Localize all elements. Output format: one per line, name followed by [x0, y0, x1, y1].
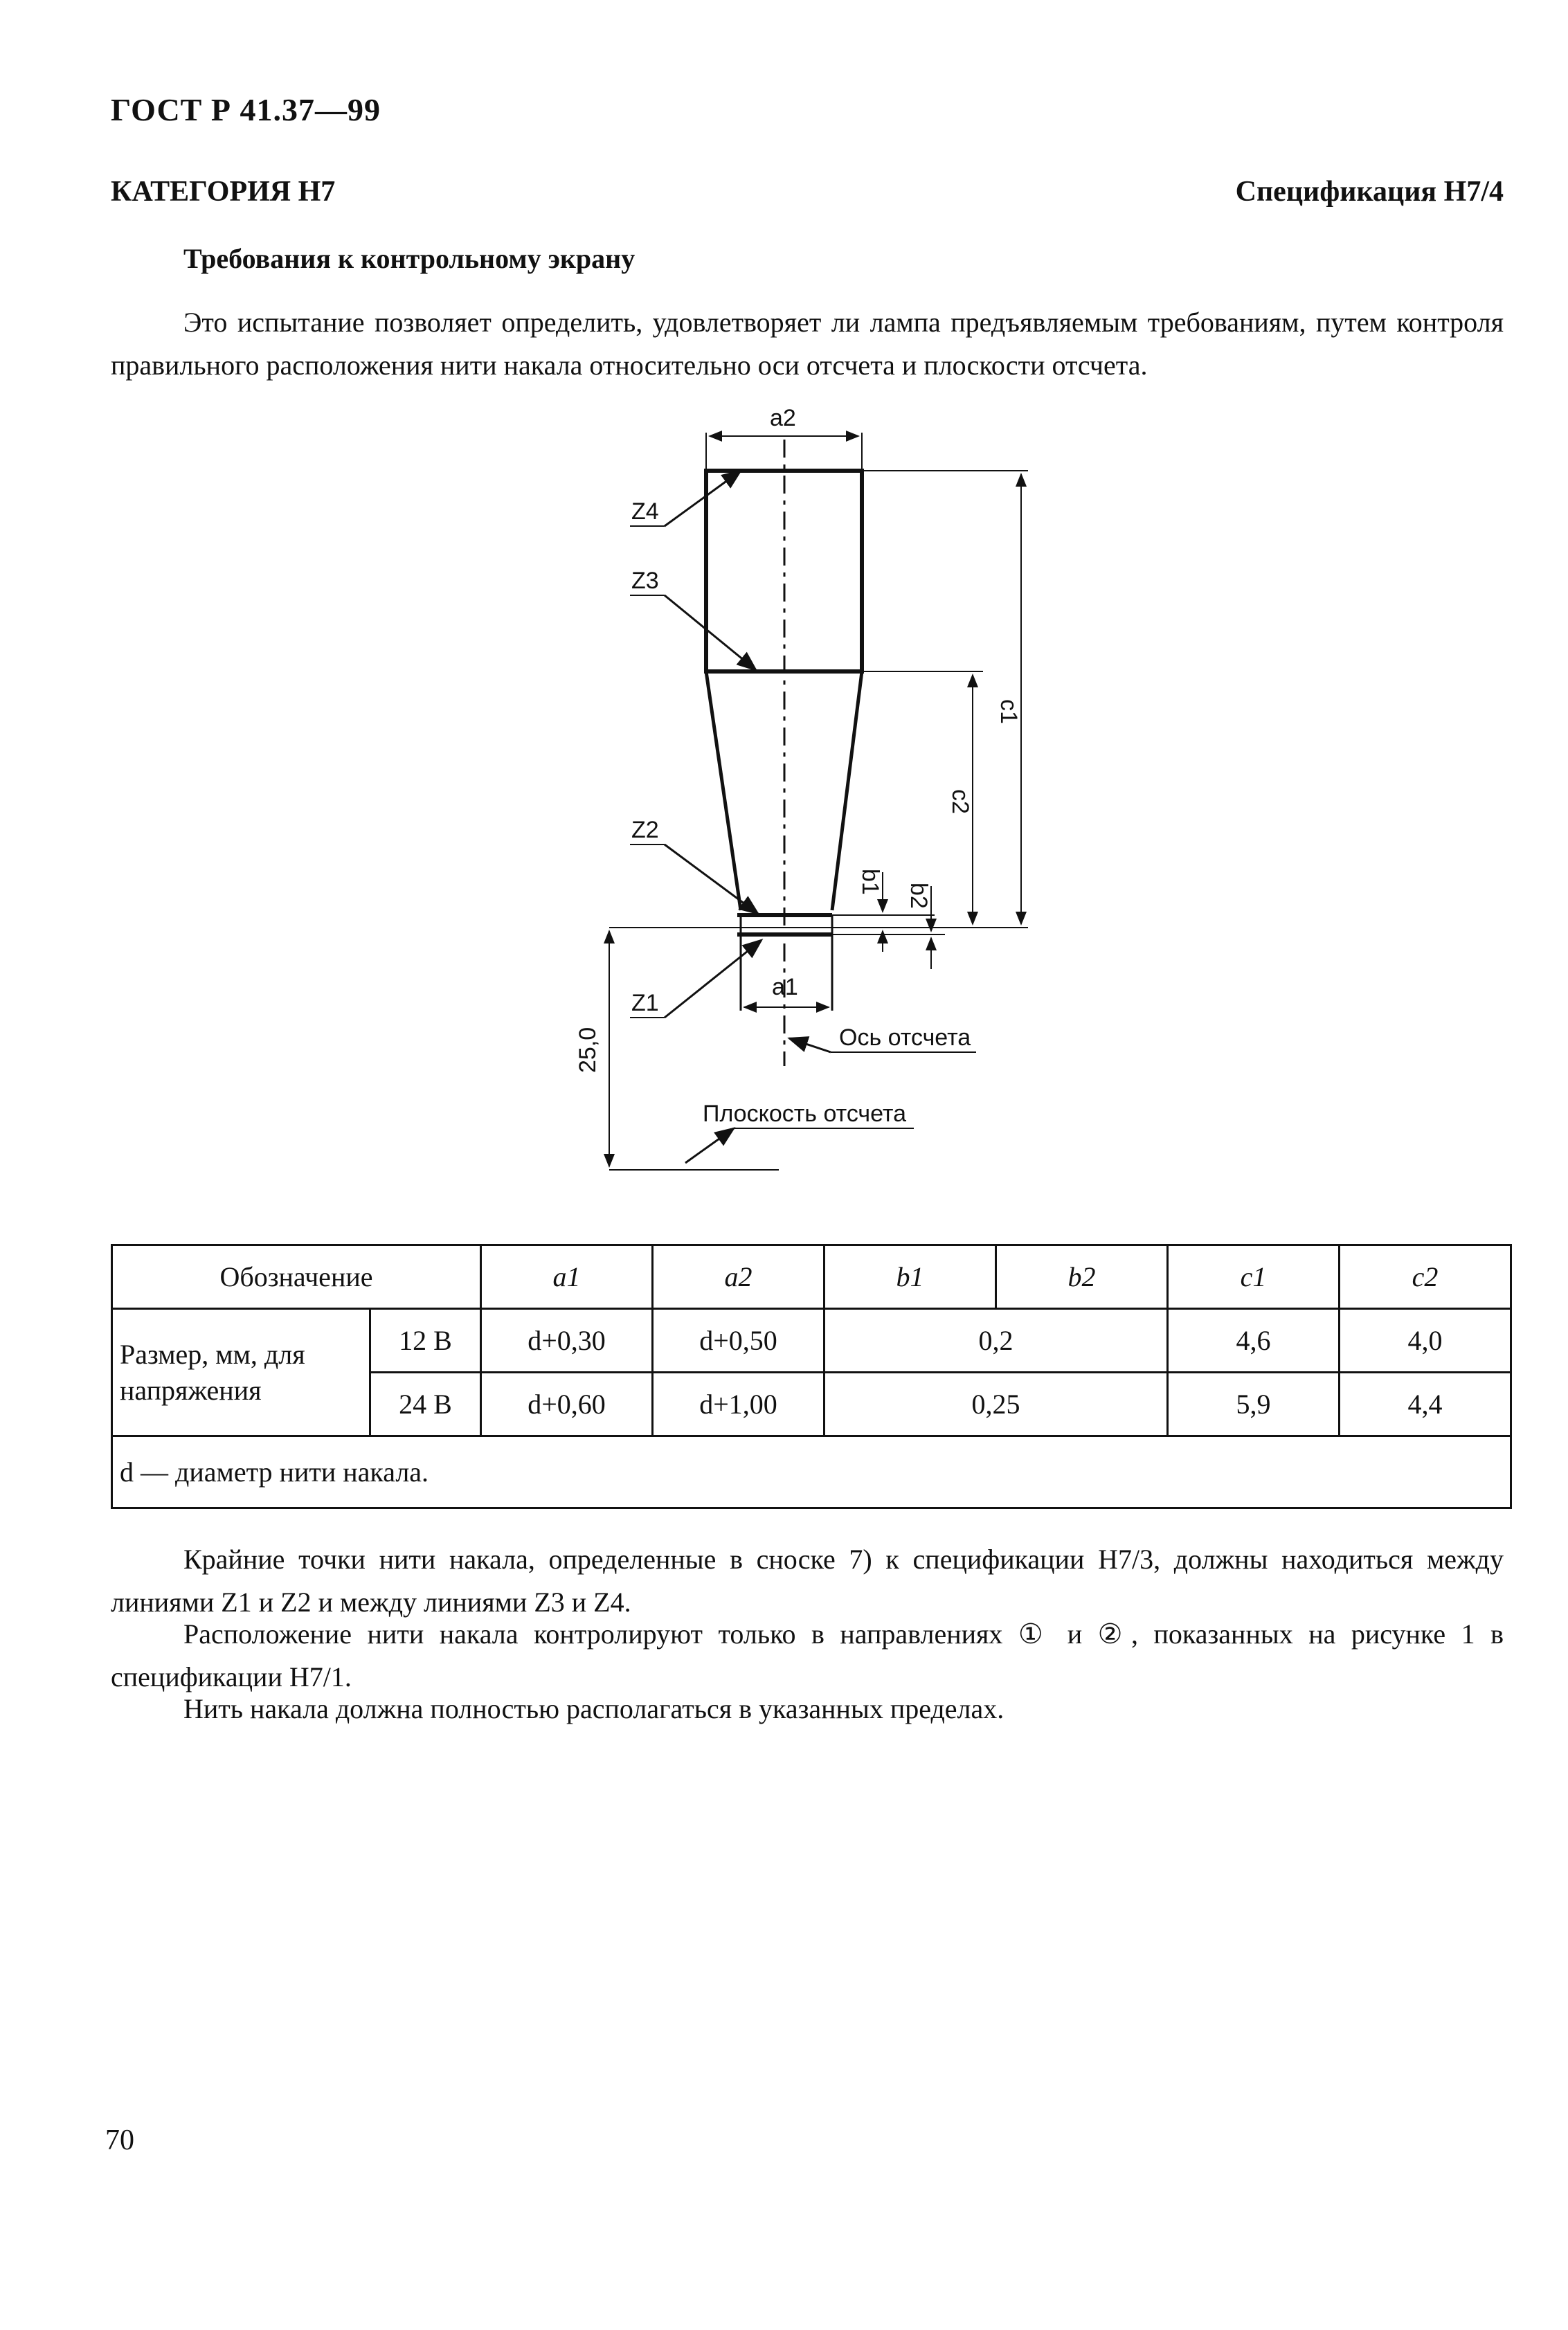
paragraph-2	[111, 1613, 1504, 1699]
table-footnote: d — диаметр нити накала.	[112, 1436, 1511, 1508]
dimensions-table	[111, 1244, 1512, 1509]
document-code: ГОСТ Р 41.37—99	[111, 92, 381, 127]
filament-diagram	[568, 401, 1052, 1184]
cell-12-a1: d+0,30	[481, 1309, 653, 1373]
page-number: 70	[105, 2124, 134, 2156]
section-title: Требования к контрольному экрану	[183, 243, 636, 274]
label-reference-plane: Плоскость отсчета	[703, 1101, 907, 1127]
cell-24-a1: d+0,60	[481, 1373, 653, 1436]
paragraph-3	[111, 1688, 1504, 1731]
header-a2: a2	[653, 1245, 824, 1309]
paragraph-3-text: Нить накала должна полностью располагаться в указанных пределах.	[183, 1693, 1004, 1724]
cell-12-c2: 4,0	[1340, 1309, 1511, 1373]
paragraph-1	[111, 1538, 1504, 1624]
header-c2: c2	[1340, 1245, 1511, 1309]
header-designation: Обозначение	[112, 1245, 481, 1309]
voltage-12: 12 В	[370, 1309, 481, 1373]
cell-24-a2: d+1,00	[653, 1373, 824, 1436]
label-z3: Z3	[631, 568, 659, 594]
header-a1: a1	[481, 1245, 653, 1309]
label-b2: b2	[905, 883, 932, 909]
label-distance: 25,0	[575, 1027, 601, 1073]
label-z2: Z2	[631, 817, 659, 843]
cell-12-c1: 4,6	[1168, 1309, 1340, 1373]
cell-24-c1: 5,9	[1168, 1373, 1340, 1436]
label-z1: Z1	[631, 990, 659, 1016]
voltage-24: 24 В	[370, 1373, 481, 1436]
cell-24-c2: 4,4	[1340, 1373, 1511, 1436]
intro-text: Это испытание позволяет определить, удовлетворяет ли лампа предъявляемым требованиям, путем контроля правильного расположения нити накала относительно оси отсчета и плоскости отсчета.	[111, 307, 1504, 381]
cell-12-b: 0,2	[824, 1309, 1168, 1373]
label-a2: a2	[770, 405, 796, 431]
specification-heading: Спецификация Н7/4	[1235, 176, 1504, 208]
category-heading: КАТЕГОРИЯ Н7	[111, 176, 336, 208]
label-reference-axis: Ось отсчета	[839, 1024, 971, 1051]
intro-paragraph	[111, 301, 1504, 387]
label-z4: Z4	[631, 498, 659, 525]
label-c1: c1	[995, 699, 1022, 724]
header-c1: c1	[1168, 1245, 1340, 1309]
label-c2: c2	[947, 789, 973, 814]
cell-24-b: 0,25	[824, 1373, 1168, 1436]
row-label: Размер, мм, для напряжения	[112, 1309, 370, 1436]
header-b1: b1	[824, 1245, 996, 1309]
paragraph-2-text: Расположение нити накала контролируют только в направлениях ① и ②, показанных на рисунке 1 в спецификации Н7/1.	[111, 1618, 1504, 1692]
paragraph-1-text: Крайние точки нити накала, определенные в сноске 7) к спецификации Н7/3, должны находиться между линиями Z1 и Z2 и между линиями Z3 и Z4.	[111, 1544, 1504, 1618]
header-b2: b2	[996, 1245, 1168, 1309]
label-b1: b1	[857, 869, 883, 895]
label-a1: a1	[772, 974, 798, 1000]
cell-12-a2: d+0,50	[653, 1309, 824, 1373]
